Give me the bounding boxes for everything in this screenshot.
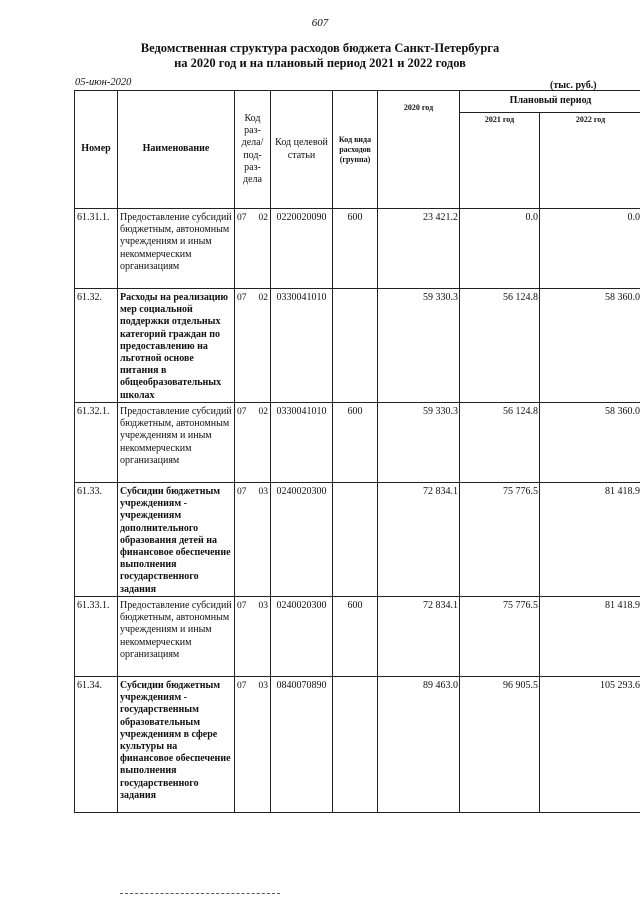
row-target-code: 0220020090 <box>271 209 333 289</box>
razdel-code: 07 <box>237 487 247 497</box>
row-target-code: 0330041010 <box>271 403 333 483</box>
row-amount-2022: 105 293.6 <box>540 677 640 813</box>
row-amount-2021: 56 124.8 <box>460 289 540 403</box>
row-razdel <box>235 597 271 677</box>
row-amount-2022: 0.0 <box>540 209 640 289</box>
row-vid-code <box>333 677 378 813</box>
header-2020: 2020 год <box>378 91 460 209</box>
razdel-code: 07 <box>237 407 247 417</box>
row-amount-2022: 81 418.9 <box>540 483 640 597</box>
title-line-1: Ведомственная структура расходов бюджета Санкт-Петербурга <box>140 41 500 55</box>
header-plan-period: Плановый период <box>460 91 640 113</box>
row-amount-2022: 81 418.9 <box>540 597 640 677</box>
row-name: Предоставление субсидий бюджетным, автономным учреждениям и иным некоммерческим организациям <box>118 209 235 289</box>
budget-table <box>74 90 640 813</box>
row-amount-2020: 59 330.3 <box>378 403 460 483</box>
razdel-code: 07 <box>237 293 247 303</box>
row-vid-code: 600 <box>333 209 378 289</box>
row-name: Предоставление субсидий бюджетным, автономным учреждениям и иным некоммерческим организациям <box>118 597 235 677</box>
header-2022: 2022 год <box>540 113 640 209</box>
document-date: 05-июн-2020 <box>75 77 132 88</box>
row-target-code: 0330041010 <box>271 289 333 403</box>
row-amount-2020: 72 834.1 <box>378 483 460 597</box>
podrazdel-code: 03 <box>258 487 268 497</box>
row-amount-2021: 75 776.5 <box>460 597 540 677</box>
table-row <box>75 483 640 597</box>
header-vid: Код вида расходов (группа) <box>333 91 378 209</box>
table-row <box>75 597 640 677</box>
row-razdel <box>235 483 271 597</box>
podrazdel-code: 02 <box>258 293 268 303</box>
row-name: Предоставление субсидий бюджетным, автономным учреждениям и иным некоммерческим организациям <box>118 403 235 483</box>
razdel-code: 07 <box>237 681 247 691</box>
row-target-code: 0240020300 <box>271 483 333 597</box>
header-razdel: Код раз- дела/ под- раз- дела <box>235 91 271 209</box>
row-amount-2020: 59 330.3 <box>378 289 460 403</box>
row-razdel <box>235 677 271 813</box>
row-amount-2020: 23 421.2 <box>378 209 460 289</box>
podrazdel-code: 03 <box>258 681 268 691</box>
row-target-code: 0840070890 <box>271 677 333 813</box>
header-name: Наименование <box>118 91 235 209</box>
row-amount-2021: 75 776.5 <box>460 483 540 597</box>
razdel-code: 07 <box>237 213 247 223</box>
footer-divider <box>120 893 280 894</box>
row-vid-code <box>333 483 378 597</box>
units-label: (тыс. руб.) <box>550 80 597 91</box>
row-amount-2021: 56 124.8 <box>460 403 540 483</box>
table-row <box>75 289 640 403</box>
row-vid-code: 600 <box>333 403 378 483</box>
row-number: 61.32. <box>75 289 118 403</box>
row-number: 61.31.1. <box>75 209 118 289</box>
row-number: 61.33. <box>75 483 118 597</box>
header-number: Номер <box>75 91 118 209</box>
row-number: 61.34. <box>75 677 118 813</box>
row-amount-2020: 89 463.0 <box>378 677 460 813</box>
podrazdel-code: 02 <box>258 407 268 417</box>
podrazdel-code: 02 <box>258 213 268 223</box>
table-row <box>75 403 640 483</box>
row-amount-2020: 72 834.1 <box>378 597 460 677</box>
row-razdel <box>235 289 271 403</box>
row-amount-2021: 96 905.5 <box>460 677 540 813</box>
row-razdel <box>235 209 271 289</box>
table-row <box>75 209 640 289</box>
row-number: 61.32.1. <box>75 403 118 483</box>
header-2021: 2021 год <box>460 113 540 209</box>
row-name: Субсидии бюджетным учреждениям - учреждениям дополнительного образования детей на финансовое обеспечение выполнения государственного задания <box>118 483 235 597</box>
row-razdel <box>235 403 271 483</box>
row-name: Субсидии бюджетным учреждениям - государственным образовательным учреждениям в сфере культуры на финансовое обеспечение выполнения государственного задания <box>118 677 235 813</box>
row-vid-code <box>333 289 378 403</box>
document-title <box>0 41 640 71</box>
row-vid-code: 600 <box>333 597 378 677</box>
row-amount-2022: 58 360.0 <box>540 403 640 483</box>
table-row <box>75 677 640 813</box>
title-line-2: на 2020 год и на плановый период 2021 и 2022 годов <box>174 56 466 70</box>
row-amount-2021: 0.0 <box>460 209 540 289</box>
page-number: 607 <box>311 17 329 29</box>
row-number: 61.33.1. <box>75 597 118 677</box>
row-name: Расходы на реализацию мер социальной поддержки отдельных категорий граждан по предоставлению на льготной основе питания в общеобразовательных школах <box>118 289 235 403</box>
row-amount-2022: 58 360.0 <box>540 289 640 403</box>
row-target-code: 0240020300 <box>271 597 333 677</box>
header-target: Код целевой статьи <box>271 91 333 209</box>
razdel-code: 07 <box>237 601 247 611</box>
podrazdel-code: 03 <box>258 601 268 611</box>
